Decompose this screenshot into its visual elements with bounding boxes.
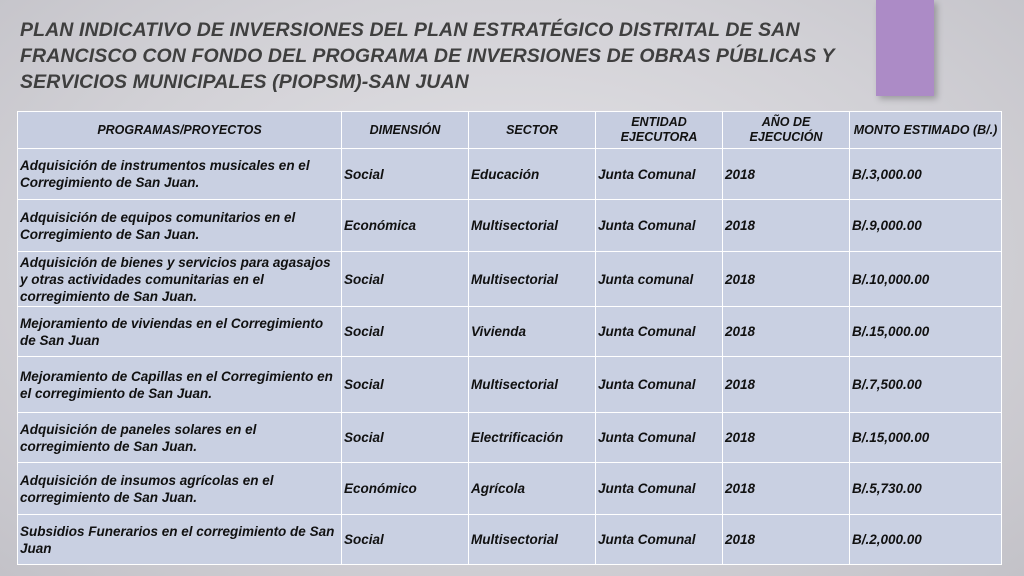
- cell-monto: B/.15,000.00: [850, 413, 1002, 463]
- header-dimension: DIMENSIÓN: [342, 112, 469, 149]
- cell-sector: Educación: [469, 149, 596, 200]
- cell-entidad: Junta Comunal: [596, 200, 723, 252]
- header-entidad-ejecutora: ENTIDAD EJECUTORA: [596, 112, 723, 149]
- accent-block: [876, 0, 934, 96]
- table-row: [18, 149, 1002, 200]
- cell-sector: Multisectorial: [469, 357, 596, 413]
- cell-dimension: Social: [342, 307, 469, 357]
- header-sector: SECTOR: [469, 112, 596, 149]
- table-row: [18, 463, 1002, 515]
- header-programas-proyectos: PROGRAMAS/PROYECTOS: [18, 112, 342, 149]
- table-row: [18, 200, 1002, 252]
- cell-entidad: Junta Comunal: [596, 515, 723, 565]
- cell-sector: Multisectorial: [469, 515, 596, 565]
- cell-sector: Multisectorial: [469, 200, 596, 252]
- investment-table: [17, 111, 1002, 565]
- cell-proyecto: Adquisición de bienes y servicios para agasajos y otras actividades comunitarias en el corregimiento de San Juan.: [18, 252, 342, 307]
- header-monto-estimado: MONTO ESTIMADO (B/.): [850, 112, 1002, 149]
- cell-dimension: Social: [342, 252, 469, 307]
- cell-proyecto: Adquisición de insumos agrícolas en el corregimiento de San Juan.: [18, 463, 342, 515]
- header-ano-ejecucion: AÑO DE EJECUCIÓN: [723, 112, 850, 149]
- cell-entidad: Junta Comunal: [596, 357, 723, 413]
- cell-monto: B/.7,500.00: [850, 357, 1002, 413]
- cell-dimension: Social: [342, 357, 469, 413]
- cell-ano: 2018: [723, 463, 850, 515]
- cell-proyecto: Adquisición de paneles solares en el corregimiento de San Juan.: [18, 413, 342, 463]
- cell-monto: B/.3,000.00: [850, 149, 1002, 200]
- cell-dimension: Social: [342, 413, 469, 463]
- cell-proyecto: Adquisición de instrumentos musicales en el Corregimiento de San Juan.: [18, 149, 342, 200]
- cell-dimension: Económica: [342, 200, 469, 252]
- cell-proyecto: Mejoramiento de Capillas en el Corregimiento en el corregimiento de San Juan.: [18, 357, 342, 413]
- cell-proyecto: Mejoramiento de viviendas en el Corregimiento de San Juan: [18, 307, 342, 357]
- cell-entidad: Junta comunal: [596, 252, 723, 307]
- table-row: [18, 252, 1002, 307]
- cell-sector: Vivienda: [469, 307, 596, 357]
- table-header-row: [18, 112, 1002, 149]
- cell-monto: B/.2,000.00: [850, 515, 1002, 565]
- table-row: [18, 357, 1002, 413]
- cell-monto: B/.9,000.00: [850, 200, 1002, 252]
- cell-sector: Agrícola: [469, 463, 596, 515]
- cell-monto: B/.15,000.00: [850, 307, 1002, 357]
- cell-sector: Multisectorial: [469, 252, 596, 307]
- cell-ano: 2018: [723, 307, 850, 357]
- table-row: [18, 307, 1002, 357]
- table-row: [18, 413, 1002, 463]
- cell-dimension: Social: [342, 515, 469, 565]
- cell-monto: B/.10,000.00: [850, 252, 1002, 307]
- slide-title: PLAN INDICATIVO DE INVERSIONES DEL PLAN ESTRATÉGICO DISTRITAL DE SAN FRANCISCO CON FONDO DEL PROGRAMA DE INVERSIONES DE OBRAS PÚBLICAS Y SERVICIOS MUNICIPALES (PIOPSM)-SAN JUAN: [20, 19, 835, 93]
- cell-ano: 2018: [723, 357, 850, 413]
- cell-ano: 2018: [723, 252, 850, 307]
- cell-ano: 2018: [723, 200, 850, 252]
- cell-monto: B/.5,730.00: [850, 463, 1002, 515]
- cell-dimension: Social: [342, 149, 469, 200]
- cell-ano: 2018: [723, 149, 850, 200]
- table-row: [18, 515, 1002, 565]
- cell-dimension: Económico: [342, 463, 469, 515]
- cell-ano: 2018: [723, 413, 850, 463]
- cell-entidad: Junta Comunal: [596, 307, 723, 357]
- cell-proyecto: Adquisición de equipos comunitarios en el Corregimiento de San Juan.: [18, 200, 342, 252]
- cell-proyecto: Subsidios Funerarios en el corregimiento de San Juan: [18, 515, 342, 565]
- cell-entidad: Junta Comunal: [596, 463, 723, 515]
- cell-entidad: Junta Comunal: [596, 149, 723, 200]
- cell-sector: Electrificación: [469, 413, 596, 463]
- cell-ano: 2018: [723, 515, 850, 565]
- cell-entidad: Junta Comunal: [596, 413, 723, 463]
